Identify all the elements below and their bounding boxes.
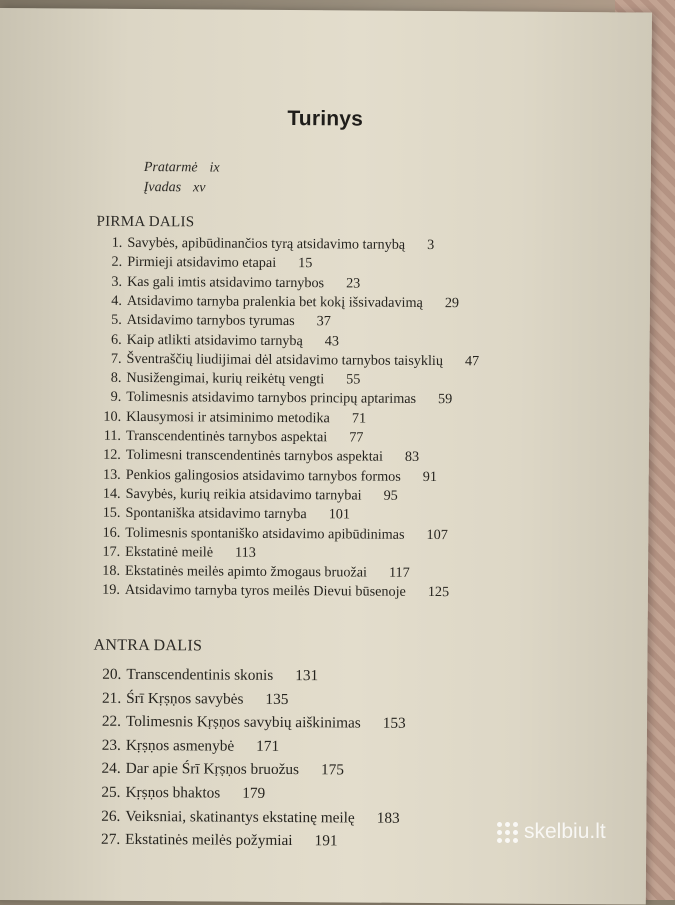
watermark-text: skelbiu.lt — [524, 820, 606, 843]
toc-entry-number: 13. — [102, 466, 121, 483]
toc-entry — [91, 736, 279, 755]
toc-entry-page: 171 — [256, 737, 280, 755]
toc-entry-number: 24. — [101, 760, 121, 778]
toc-entry-title: Šventraščių liudijimai dėl atsidavimo tarnybos taisyklių — [126, 350, 444, 369]
toc-entry-page: 125 — [427, 584, 450, 601]
toc-entry — [94, 273, 360, 292]
toc-entry-page: 117 — [388, 564, 410, 581]
toc-entry — [92, 505, 350, 524]
toc-entry-title: Savybės, apibūdinančios tyrą atsidavimo tarnybą — [127, 234, 406, 253]
toc-entry-title: Veiksniai, skatinantys ekstatinę meilę — [125, 807, 355, 827]
toc-entry-title: Atsidavimo tarnyba tyros meilės Dievui būsenoje — [124, 582, 406, 601]
front-matter-page: xv — [193, 180, 206, 196]
toc-entry — [93, 350, 479, 370]
toc-entry — [92, 582, 449, 601]
toc-entry-title: Nusižengimai, kurių reikėtų vengti — [126, 369, 325, 388]
toc-entry — [90, 831, 337, 851]
toc-entry-page: 3 — [427, 236, 435, 254]
toc-entry-title: Penkios galingosios atsidavimo tarnybos formos — [125, 466, 401, 485]
toc-entry-title: Tolimesnis Kṛṣṇos savybių aiškinimas — [125, 713, 361, 732]
front-matter-label: Įvadas — [143, 180, 182, 196]
toc-entry-title: Kas gali imtis atsidavimo tarnybos — [127, 273, 325, 291]
toc-entry-title: Klausymosi ir atsiminimo metodika — [126, 408, 330, 427]
toc-entry-page: 153 — [382, 714, 406, 733]
book-page — [0, 8, 652, 905]
toc-entry — [93, 447, 419, 466]
toc-entry — [93, 370, 360, 389]
toc-entry-title: Atsidavimo tarnyba pralenkia bet kokį išsivadavimą — [126, 292, 423, 311]
toc-entry-number: 3. — [111, 273, 123, 290]
toc-entry-page: 59 — [438, 391, 453, 408]
toc-entry-title: Savybės, kurių reikia atsidavimo tarnybai — [125, 485, 362, 504]
toc-entry-page: 179 — [242, 784, 266, 802]
toc-entry-page: 131 — [295, 667, 319, 685]
toc-entry — [90, 784, 265, 803]
toc-entry-number: 26. — [101, 807, 121, 825]
toc-entry-number: 15. — [102, 504, 121, 522]
front-matter-label: Pratarmė — [143, 160, 198, 176]
toc-entry-page: 15 — [298, 255, 313, 272]
toc-entry — [92, 563, 410, 582]
toc-entry-number: 5. — [111, 311, 122, 329]
toc-entry — [91, 689, 288, 708]
toc-entry-title: Kaip atlikti atsidavimo tarnybą — [126, 331, 303, 349]
toc-entry-title: Transcendentinis skonis — [126, 665, 274, 684]
toc-entry-page: 91 — [422, 468, 438, 485]
toc-entry-page: 191 — [314, 832, 338, 850]
toc-entry-number: 1. — [111, 234, 123, 251]
toc-entry-page: 83 — [404, 449, 420, 466]
toc-entry-title: Kṛṣṇos bhaktos — [125, 783, 221, 802]
toc-entry-title: Dar apie Śrī Kṛṣṇos bruožus — [125, 760, 300, 779]
toc-entry-number: 10. — [103, 408, 122, 425]
toc-entry-number: 21. — [102, 689, 122, 707]
toc-entry — [93, 408, 366, 427]
toc-entry-page: 175 — [320, 761, 345, 779]
toc-entry — [94, 331, 339, 350]
toc-entry-title: Tolimesnis spontaniško atsidavimo apibūdinimas — [125, 524, 405, 543]
toc-entry-number: 18. — [102, 562, 121, 579]
front-matter-item — [144, 180, 206, 196]
toc-entry-number: 19. — [102, 582, 120, 599]
toc-entry-page: 37 — [316, 313, 331, 330]
toc-entry — [94, 312, 331, 331]
toc-entry-page: 23 — [346, 275, 361, 292]
toc-entry — [91, 666, 318, 686]
toc-entry-number: 23. — [101, 736, 121, 754]
part-heading: ANTRA DALIS — [93, 636, 203, 655]
toc-entry — [93, 389, 452, 409]
toc-entry-page: 95 — [383, 487, 398, 504]
toc-entry-page: 77 — [349, 429, 364, 446]
toc-entry-number: 16. — [102, 524, 121, 541]
toc-entry-page: 71 — [351, 410, 367, 427]
toc-entry-number: 22. — [101, 712, 122, 731]
toc-entry — [93, 428, 364, 447]
toc-entry-title: Tolimesnis atsidavimo tarnybos principų aptarimas — [126, 389, 417, 408]
toc-entry-title: Spontaniška atsidavimo tarnyba — [125, 505, 307, 523]
page-title: Turinys — [287, 107, 364, 131]
toc-entry-number: 4. — [111, 292, 123, 309]
toc-entry — [94, 293, 459, 313]
toc-entry — [93, 466, 437, 485]
front-matter-page: ix — [209, 160, 220, 176]
toc-entry-number: 17. — [102, 543, 121, 560]
toc-entry-number: 25. — [101, 783, 121, 801]
toc-entry — [92, 524, 448, 543]
toc-entry — [94, 254, 312, 273]
toc-entry-title: Tolimesni transcendentinės tarnybos aspektai — [125, 447, 384, 465]
toc-entry-number: 11. — [103, 427, 122, 444]
toc-entry-number: 2. — [111, 254, 123, 271]
toc-entry-page: 29 — [444, 295, 460, 312]
toc-entry-title: Ekstatinė meilė — [125, 543, 214, 561]
toc-entry-title: Kṛṣṇos asmenybė — [125, 736, 235, 755]
toc-entry-number: 6. — [110, 331, 122, 348]
toc-entry-number: 14. — [102, 485, 121, 502]
toc-entry — [93, 486, 398, 505]
toc-entry-page: 113 — [235, 544, 256, 561]
toc-entry-number: 27. — [101, 830, 121, 849]
toc-entry-number: 9. — [110, 389, 122, 406]
toc-entry-page: 47 — [464, 353, 480, 370]
toc-entry-page: 107 — [426, 526, 448, 543]
toc-entry-title: Pirmieji atsidavimo etapai — [127, 254, 277, 272]
toc-entry-title: Transcendentinės tarnybos aspektai — [125, 427, 328, 446]
toc-entry-title: Ekstatinės meilės požymiai — [125, 831, 293, 850]
toc-entry-title: Ekstatinės meilės apimto žmogaus bruožai — [125, 562, 368, 581]
toc-entry-page: 183 — [376, 809, 400, 827]
toc-entry — [90, 807, 399, 827]
toc-entry-number: 7. — [110, 350, 122, 367]
part-heading: PIRMA DALIS — [96, 213, 195, 231]
toc-entry-page: 101 — [328, 506, 351, 523]
toc-entry-number: 12. — [103, 447, 121, 464]
toc-entry-title: Śrī Kṛṣṇos savybės — [126, 689, 244, 708]
front-matter-item — [144, 160, 220, 177]
toc-entry-number: 20. — [102, 665, 122, 683]
watermark-logo-icon — [497, 822, 518, 843]
toc-entry — [94, 235, 434, 254]
toc-entry-title: Atsidavimo tarnybos tyrumas — [126, 312, 295, 330]
toc-entry-page: 135 — [265, 690, 289, 708]
toc-entry-number: 8. — [110, 369, 122, 386]
toc-entry — [91, 713, 406, 733]
watermark — [497, 820, 606, 844]
toc-entry — [92, 543, 256, 561]
toc-entry-page: 43 — [324, 332, 340, 349]
toc-entry — [91, 760, 344, 780]
toc-entry-page: 55 — [346, 371, 361, 388]
